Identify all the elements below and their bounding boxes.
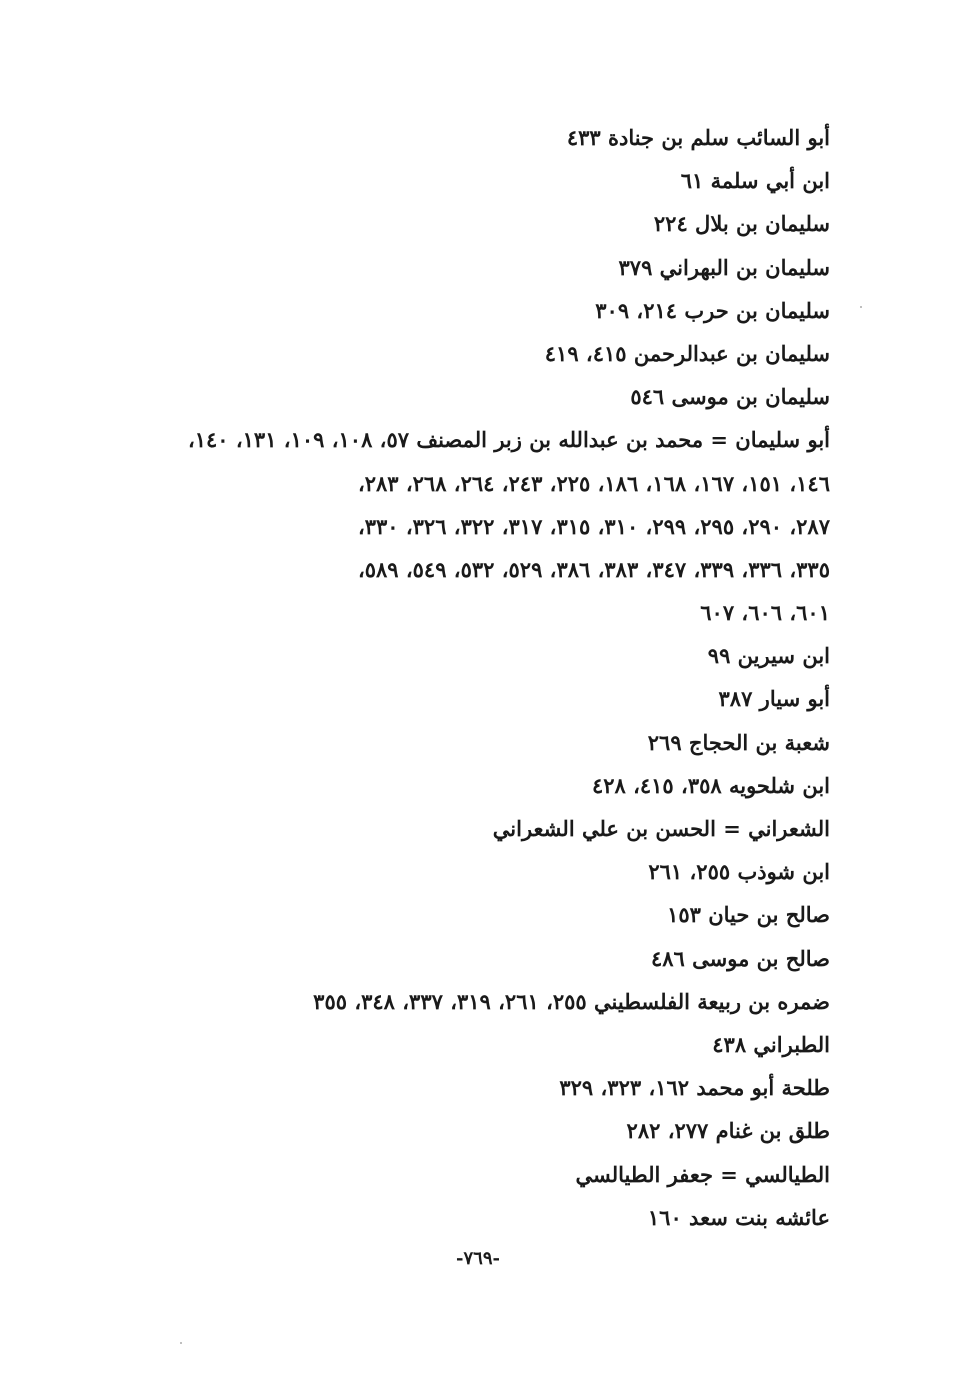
index-entry: أبو سليمان = محمد بن عبدالله بن زبر المصنف ٥٧، ١٠٨، ١٠٩، ١٣١، ١٤٠،	[187, 427, 830, 453]
index-entry: طلق بن غنام ٢٧٧، ٢٨٢	[626, 1118, 830, 1144]
index-entry: صالح بن حيان ١٥٣	[667, 902, 830, 928]
index-entry: أبو السائب سلم بن جنادة ٤٣٣	[566, 125, 830, 150]
index-entry: سليمان بن عبدالرحمن ٤١٥، ٤١٩	[544, 340, 830, 366]
index-entry: سليمان بن بلال ٢٢٤	[653, 211, 830, 237]
index-entry: الطبراني ٤٣٨	[712, 1031, 830, 1057]
index-entry: ابن شلحويه ٣٥٨، ٤١٥، ٤٢٨	[591, 772, 830, 798]
index-entry: سليمان بن موسى ٥٤٦	[630, 384, 830, 410]
index-entry-continuation: ٣٣٥، ٣٣٦، ٣٣٩، ٣٤٧، ٣٨٣، ٣٨٦، ٥٢٩، ٥٣٢، ٥٤٩، ٥٨٩،	[357, 556, 830, 582]
index-entry: الطيالسي = جعفر الطيالسي	[575, 1161, 830, 1187]
index-entry: طلحة أبو محمد ١٦٢، ٣٢٣، ٣٢٩	[559, 1075, 830, 1101]
index-entry: ضمره بن ربيعة الفلسطيني ٢٥٥، ٢٦١، ٣١٩، ٣٣٧، ٣٤٨، ٣٥٥	[313, 988, 830, 1014]
scan-speck	[180, 1342, 182, 1344]
index-entry-continuation: ٦٠١، ٦٠٦، ٦٠٧	[700, 600, 830, 626]
scan-speck	[860, 306, 862, 308]
index-entry: أبو سيار ٣٨٧	[718, 686, 830, 712]
index-entry: الشعراني = الحسن بن علي الشعراني	[492, 816, 830, 841]
name-index-list	[130, 116, 830, 1239]
index-entry: صالح بن موسى ٤٨٦	[651, 945, 830, 971]
index-entry-continuation: ٢٨٧، ٢٩٠، ٢٩٥، ٢٩٩، ٣١٠، ٣١٥، ٣١٧، ٣٢٢، ٣٢٦، ٣٣٠،	[357, 513, 830, 539]
page-number: -٧٦٩-	[456, 1248, 500, 1269]
index-entry: ابن أبي سلمة ٦١	[680, 168, 830, 194]
index-entry: سليمان بن البهراني ٣٧٩	[618, 254, 830, 280]
index-entry-continuation: ١٤٦، ١٥١، ١٦٧، ١٦٨، ١٨٦، ٢٢٥، ٢٤٣، ٢٦٤، ٢٦٨، ٢٨٣،	[357, 470, 830, 496]
index-entry: ابن شوذب ٢٥٥، ٢٦١	[648, 859, 830, 885]
index-entry: سليمان بن حرب ٢١٤، ٣٠٩	[595, 297, 830, 323]
index-entry: شعبة بن الحجاج ٢٦٩	[647, 729, 830, 755]
index-entry: ابن سيرين ٩٩	[707, 643, 830, 669]
index-entry: عائشه بنت سعد ١٦٠	[647, 1204, 830, 1230]
